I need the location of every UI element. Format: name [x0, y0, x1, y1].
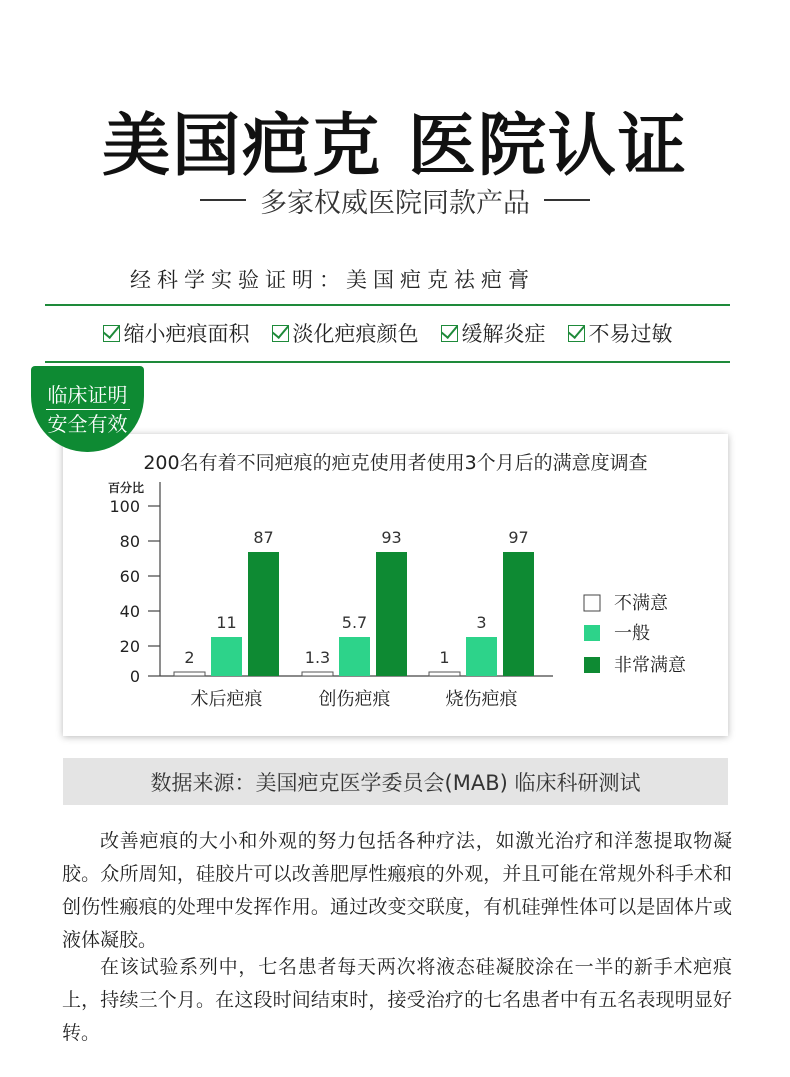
- top-divider: [45, 304, 730, 306]
- data-label: 1: [439, 648, 450, 667]
- x-tick-label: 创伤疤痕: [318, 689, 391, 710]
- checkbox-check-icon: [568, 325, 585, 342]
- data-label: 93: [381, 528, 402, 547]
- paragraph-2: 在该试验系列中，七名患者每天两次将液态硅凝胶涂在一半的新手术疤痕上，持续三个月。在这段时间结束时，接受治疗的七名患者中有五名表现明显好转。: [62, 956, 732, 1044]
- data-label: 11: [216, 613, 237, 632]
- legend-label: 一般: [614, 623, 650, 644]
- bar-非常满意: [376, 552, 407, 676]
- benefit-label: 淡化疤痕颜色: [292, 322, 419, 346]
- bar-非常满意: [248, 552, 279, 676]
- checkbox-check-icon: [441, 325, 458, 342]
- badge-line2: 安全有效: [47, 411, 128, 436]
- y-tick-label: 20: [119, 637, 140, 656]
- data-label: 97: [508, 528, 529, 547]
- data-label: 1.3: [304, 648, 331, 667]
- benefit-item: [441, 318, 546, 348]
- benefit-item: [272, 318, 419, 348]
- legend-swatch: [584, 625, 600, 641]
- legend-label: 非常满意: [614, 655, 686, 676]
- subtitle-text: 多家权威医院同款产品: [260, 187, 530, 219]
- subtitle: [0, 180, 790, 220]
- data-label: 5.7: [341, 613, 368, 632]
- data-label: 3: [476, 613, 487, 632]
- legend-swatch: [584, 595, 600, 611]
- benefits-row: [45, 312, 730, 354]
- y-tick-label: 60: [119, 567, 140, 586]
- y-tick-label: 40: [119, 602, 140, 621]
- bottom-divider: [45, 361, 730, 363]
- data-label: 87: [253, 528, 274, 547]
- bar-chart: [63, 434, 728, 736]
- source-bar: 数据来源：美国疤克医学委员会(MAB) 临床科研测试: [63, 758, 728, 805]
- checkbox-check-icon: [103, 325, 120, 342]
- badge-line1: 临床证明: [46, 381, 130, 410]
- data-label: 2: [184, 648, 195, 667]
- benefit-label: 不易过敏: [588, 322, 673, 346]
- y-tick-label: 0: [129, 667, 140, 686]
- benefit-label: 缩小疤痕面积: [123, 322, 250, 346]
- benefit-item: [568, 318, 673, 348]
- bar-不满意: [302, 672, 333, 676]
- y-axis-label: 百分比: [107, 481, 145, 495]
- page-title: 美国疤克 医院认证: [102, 107, 688, 186]
- left-dash: [200, 199, 246, 201]
- paragraph-1: 改善疤痕的大小和外观的努力包括各种疗法，如激光治疗和洋葱提取物凝胶。众所周知，硅胶片可以改善肥厚性瘢痕的外观，并且可能在常规外科手术和创伤性瘢痕的处理中发挥作用。通过改变交联度，有机硅弹性体可以是固体片或液体凝胶。: [62, 830, 732, 951]
- x-tick-label: 术后疤痕: [190, 689, 263, 710]
- checkbox-check-icon: [272, 325, 289, 342]
- bar-一般: [466, 637, 497, 676]
- benefit-label: 缓解炎症: [461, 322, 546, 346]
- right-dash: [544, 199, 590, 201]
- chart-card: [63, 434, 728, 736]
- bar-不满意: [174, 672, 205, 676]
- y-tick-label: 80: [119, 532, 140, 551]
- benefit-item: [103, 318, 250, 348]
- bar-一般: [339, 637, 370, 676]
- bar-非常满意: [503, 552, 534, 676]
- y-tick-label: 100: [109, 497, 140, 516]
- bar-不满意: [429, 672, 460, 676]
- bar-一般: [211, 637, 242, 676]
- legend-label: 不满意: [614, 593, 668, 614]
- x-tick-label: 烧伤疤痕: [445, 689, 518, 710]
- legend-swatch: [584, 657, 600, 673]
- proof-line: 经科学实验证明：美国疤克祛疤膏: [130, 268, 535, 292]
- chart-title: 200名有着不同疤痕的疤克使用者使用3个月后的满意度调查: [143, 452, 648, 474]
